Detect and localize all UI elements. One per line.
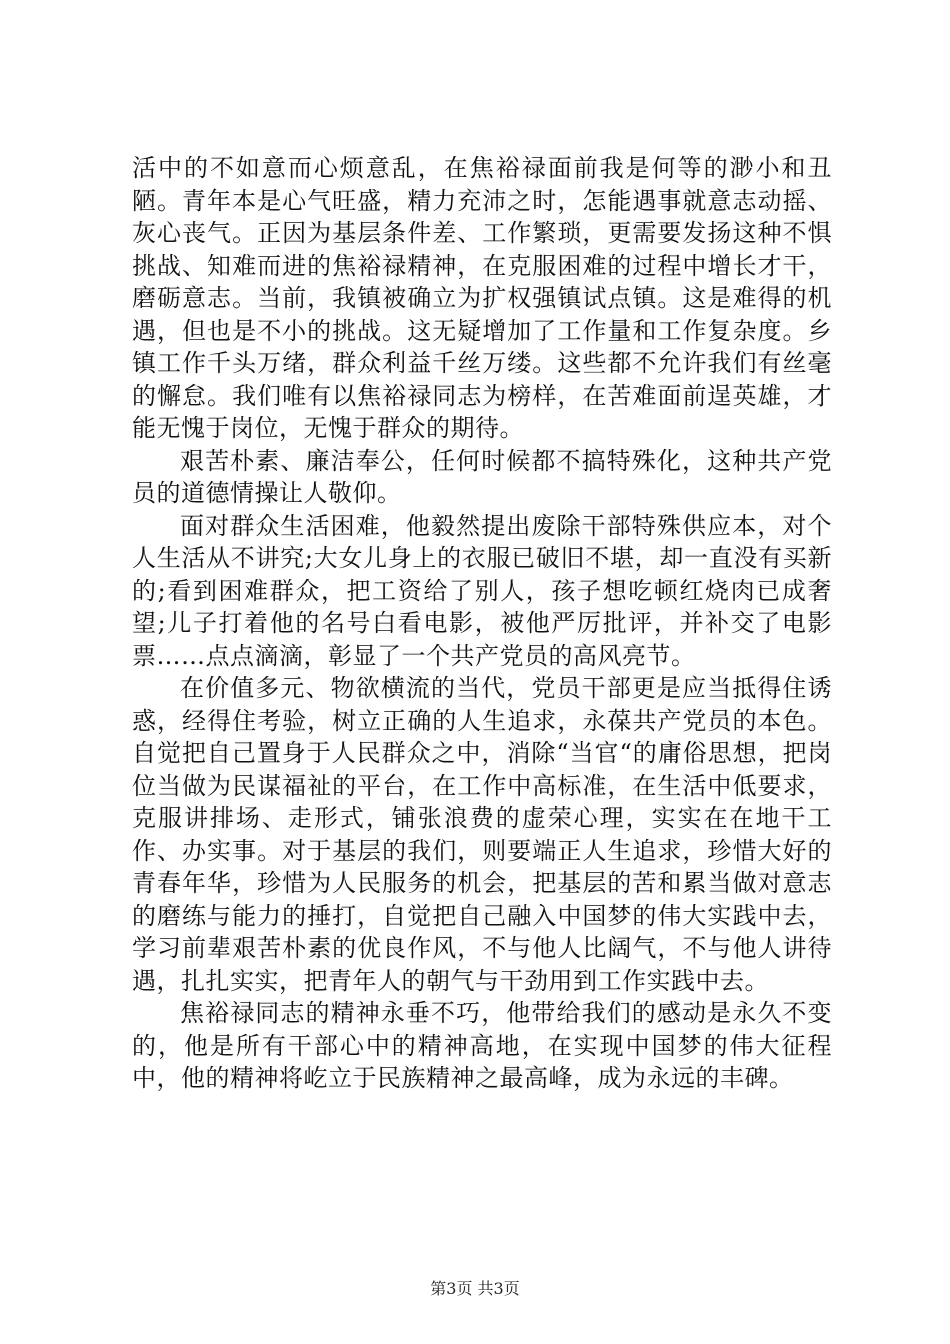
document-body — [132, 152, 832, 1095]
paragraph-5: 焦裕禄同志的精神永垂不巧，他带给我们的感动是永久不变的，他是所有干部心中的精神高地，在实现中国梦的伟大征程中，他的精神将屹立于民族精神之最高峰，成为永远的丰碑。 — [132, 999, 832, 1092]
paragraph-1: 活中的不如意而心烦意乱，在焦裕禄面前我是何等的渺小和丑陋。青年本是心气旺盛，精力充沛之时，怎能遇事就意志动摇、灰心丧气。正因为基层条件差、工作繁琐，更需要发扬这种不惧挑战、知难而进的焦裕禄精神，在克服困难的过程中增长才干，磨砺意志。当前，我镇被确立为扩权强镇试点镇。这是难得的机遇，但也是不小的挑战。这无疑增加了工作量和工作复杂度。乡镇工作千头万绪，群众利益千丝万缕。这些都不允许我们有丝毫的懈怠。我们唯有以焦裕禄同志为榜样，在苦难面前逞英雄，才能无愧于岗位，无愧于群众的期待。 — [132, 154, 832, 442]
page-footer: 第3页 共3页 — [430, 1279, 520, 1298]
paragraph-3: 面对群众生活困难，他毅然提出废除干部特殊供应本，对个人生活从不讲究;大女儿身上的衣服已破旧不堪，却一直没有买新的;看到困难群众，把工资给了别人，孩子想吃顿红烧肉已成奢望;儿子打着他的名号白看电影，被他严厉批评，并补交了电影票……点点滴滴，彰显了一个共产党员的高风亮节。 — [132, 511, 832, 670]
paragraph-4: 在价值多元、物欲横流的当代，党员干部更是应当抵得住诱惑，经得住考验，树立正确的人生追求，永葆共产党员的本色。自觉把自己置身于人民群众之中，消除“当官“的庸俗思想，把岗位当做为民谋福祉的平台，在工作中高标准，在生活中低要求，克服讲排场、走形式，铺张浪费的虚荣心理，实实在在地干工作、办实事。对于基层的我们，则要端正人生追求，珍惜大好的青春年华，珍惜为人民服务的机会，把基层的苦和累当做对意志的磨练与能力的捶打，自觉把自己融入中国梦的伟大实践中去，学习前辈艰苦朴素的优良作风，不与他人比阔气，不与他人讲待遇，扎扎实实，把青年人的朝气与干劲用到工作实践中去。 — [132, 674, 832, 995]
paragraph-2: 艰苦朴素、廉洁奉公，任何时候都不搞特殊化，这种共产党员的道德情操让人敬仰。 — [132, 446, 832, 507]
